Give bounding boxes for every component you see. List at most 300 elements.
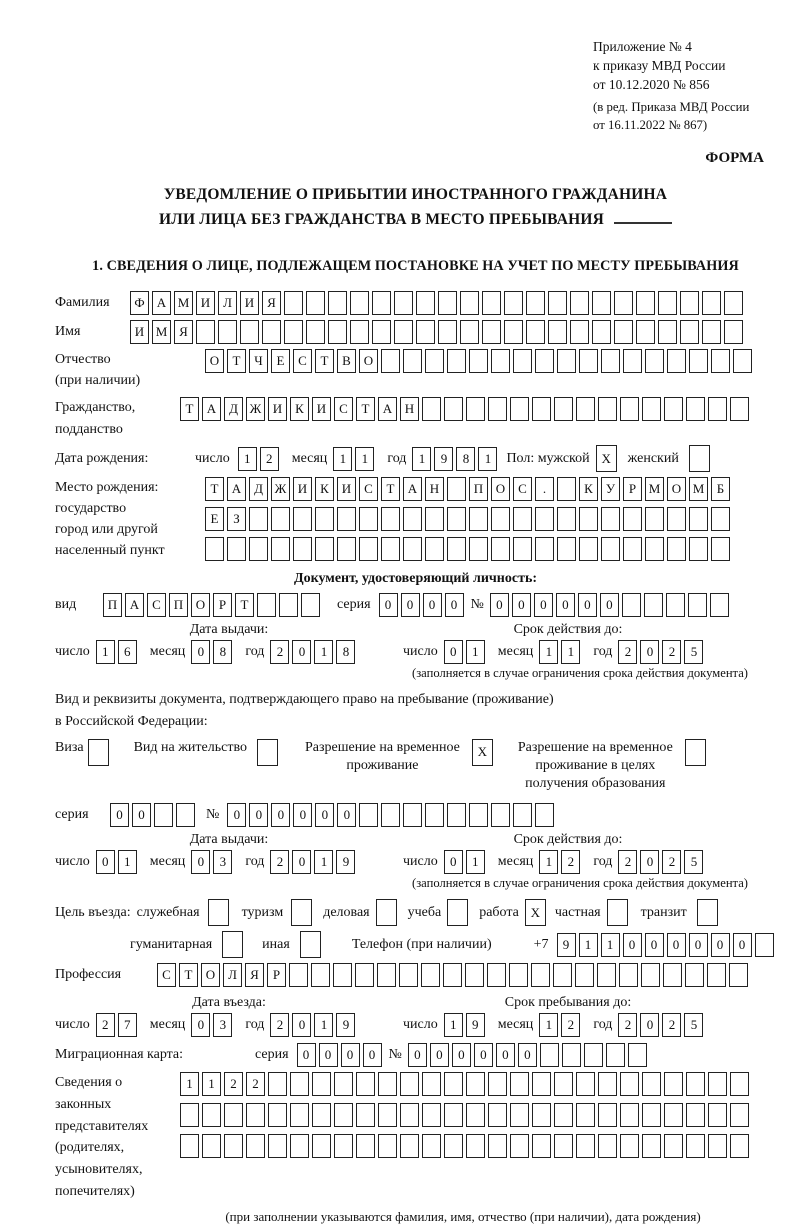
char-cell[interactable] [592, 320, 611, 344]
char-cell[interactable] [356, 1134, 375, 1158]
char-cell[interactable]: Д [224, 397, 243, 421]
char-cell[interactable] [685, 739, 706, 766]
char-cell[interactable]: У [601, 477, 620, 501]
char-cell[interactable]: Т [205, 477, 224, 501]
char-cell[interactable] [532, 1134, 551, 1158]
char-cell[interactable] [667, 507, 686, 531]
char-cell[interactable]: 0 [640, 850, 659, 874]
char-cell[interactable] [641, 963, 660, 987]
char-cell[interactable] [421, 963, 440, 987]
char-cell[interactable] [575, 963, 594, 987]
char-cell[interactable] [601, 537, 620, 561]
char-cell[interactable] [510, 1072, 529, 1096]
char-cell[interactable] [685, 963, 704, 987]
char-cell[interactable]: Т [227, 349, 246, 373]
char-cell[interactable] [381, 803, 400, 827]
char-cell[interactable] [509, 963, 528, 987]
char-cell[interactable] [554, 397, 573, 421]
char-cell[interactable] [601, 507, 620, 531]
char-cell[interactable] [315, 507, 334, 531]
char-cell[interactable]: 0 [733, 933, 752, 957]
char-cell[interactable] [196, 320, 215, 344]
char-cell[interactable]: Ж [271, 477, 290, 501]
char-cell[interactable]: 0 [474, 1043, 493, 1067]
char-cell[interactable] [359, 537, 378, 561]
char-cell[interactable]: 2 [561, 850, 580, 874]
char-cell[interactable] [658, 291, 677, 315]
char-cell[interactable] [730, 397, 749, 421]
char-cell[interactable]: 9 [336, 1013, 355, 1037]
char-cell[interactable]: 1 [579, 933, 598, 957]
char-cell[interactable] [315, 537, 334, 561]
char-cell[interactable] [447, 477, 466, 501]
char-cell[interactable]: 1 [412, 447, 431, 471]
char-cell[interactable]: Я [174, 320, 193, 344]
char-cell[interactable] [570, 291, 589, 315]
char-cell[interactable] [262, 320, 281, 344]
char-cell[interactable] [689, 537, 708, 561]
char-cell[interactable]: 0 [667, 933, 686, 957]
char-cell[interactable]: 0 [363, 1043, 382, 1067]
char-cell[interactable] [504, 320, 523, 344]
char-cell[interactable]: 0 [444, 850, 463, 874]
char-cell[interactable] [689, 445, 710, 472]
char-cell[interactable]: И [312, 397, 331, 421]
char-cell[interactable] [337, 507, 356, 531]
char-cell[interactable] [730, 1103, 749, 1127]
char-cell[interactable]: И [240, 291, 259, 315]
char-cell[interactable]: С [157, 963, 176, 987]
char-cell[interactable]: О [359, 349, 378, 373]
char-cell[interactable] [381, 537, 400, 561]
char-cell[interactable] [636, 291, 655, 315]
char-cell[interactable] [422, 1072, 441, 1096]
char-cell[interactable]: 0 [512, 593, 531, 617]
char-cell[interactable]: 0 [445, 593, 464, 617]
char-cell[interactable] [614, 320, 633, 344]
char-cell[interactable] [730, 1072, 749, 1096]
char-cell[interactable]: О [191, 593, 210, 617]
char-cell[interactable]: 0 [711, 933, 730, 957]
char-cell[interactable] [218, 320, 237, 344]
char-cell[interactable] [466, 1134, 485, 1158]
char-cell[interactable] [240, 320, 259, 344]
char-cell[interactable] [570, 320, 589, 344]
char-cell[interactable] [469, 803, 488, 827]
char-cell[interactable]: 0 [556, 593, 575, 617]
char-cell[interactable] [333, 963, 352, 987]
char-cell[interactable]: М [152, 320, 171, 344]
char-cell[interactable] [482, 291, 501, 315]
char-cell[interactable]: 2 [224, 1072, 243, 1096]
char-cell[interactable] [557, 349, 576, 373]
char-cell[interactable] [425, 803, 444, 827]
char-cell[interactable]: 0 [227, 803, 246, 827]
char-cell[interactable] [372, 291, 391, 315]
char-cell[interactable] [249, 507, 268, 531]
char-cell[interactable] [491, 349, 510, 373]
char-cell[interactable]: 2 [662, 640, 681, 664]
char-cell[interactable] [488, 1134, 507, 1158]
char-cell[interactable] [422, 1103, 441, 1127]
char-cell[interactable] [620, 1103, 639, 1127]
char-cell[interactable]: И [293, 477, 312, 501]
char-cell[interactable] [607, 899, 628, 926]
char-cell[interactable]: Ж [246, 397, 265, 421]
char-cell[interactable] [598, 397, 617, 421]
char-cell[interactable] [579, 507, 598, 531]
char-cell[interactable] [403, 537, 422, 561]
char-cell[interactable] [707, 963, 726, 987]
char-cell[interactable]: 0 [293, 803, 312, 827]
char-cell[interactable] [306, 291, 325, 315]
char-cell[interactable] [257, 593, 276, 617]
char-cell[interactable]: 1 [444, 1013, 463, 1037]
char-cell[interactable] [378, 1103, 397, 1127]
char-cell[interactable] [416, 291, 435, 315]
char-cell[interactable] [535, 537, 554, 561]
char-cell[interactable]: 2 [270, 850, 289, 874]
char-cell[interactable]: 0 [490, 593, 509, 617]
char-cell[interactable] [180, 1103, 199, 1127]
char-cell[interactable] [598, 1072, 617, 1096]
char-cell[interactable] [466, 397, 485, 421]
char-cell[interactable]: Р [623, 477, 642, 501]
char-cell[interactable] [642, 1072, 661, 1096]
char-cell[interactable] [554, 1103, 573, 1127]
char-cell[interactable]: А [125, 593, 144, 617]
char-cell[interactable] [642, 1103, 661, 1127]
char-cell[interactable] [642, 1134, 661, 1158]
char-cell[interactable] [394, 291, 413, 315]
char-cell[interactable] [562, 1043, 581, 1067]
char-cell[interactable]: Я [245, 963, 264, 987]
char-cell[interactable]: Я [262, 291, 281, 315]
char-cell[interactable] [466, 1103, 485, 1127]
char-cell[interactable]: Т [179, 963, 198, 987]
char-cell[interactable] [268, 1134, 287, 1158]
char-cell[interactable] [708, 1134, 727, 1158]
char-cell[interactable] [513, 537, 532, 561]
char-cell[interactable]: 1 [466, 850, 485, 874]
char-cell[interactable]: 0 [96, 850, 115, 874]
char-cell[interactable] [644, 593, 663, 617]
char-cell[interactable] [686, 397, 705, 421]
char-cell[interactable]: 2 [662, 850, 681, 874]
char-cell[interactable] [394, 320, 413, 344]
char-cell[interactable]: 5 [684, 640, 703, 664]
char-cell[interactable]: 3 [213, 850, 232, 874]
char-cell[interactable] [488, 1072, 507, 1096]
char-cell[interactable] [540, 1043, 559, 1067]
char-cell[interactable] [686, 1134, 705, 1158]
char-cell[interactable] [438, 291, 457, 315]
char-cell[interactable] [284, 320, 303, 344]
char-cell[interactable] [422, 1134, 441, 1158]
char-cell[interactable] [290, 1072, 309, 1096]
char-cell[interactable]: 0 [600, 593, 619, 617]
char-cell[interactable]: 0 [645, 933, 664, 957]
char-cell[interactable] [491, 507, 510, 531]
char-cell[interactable]: 1 [180, 1072, 199, 1096]
char-cell[interactable] [249, 537, 268, 561]
char-cell[interactable]: 1 [539, 850, 558, 874]
char-cell[interactable] [311, 963, 330, 987]
char-cell[interactable]: 1 [561, 640, 580, 664]
char-cell[interactable] [465, 963, 484, 987]
char-cell[interactable] [708, 1072, 727, 1096]
char-cell[interactable]: П [169, 593, 188, 617]
char-cell[interactable] [312, 1072, 331, 1096]
char-cell[interactable] [301, 593, 320, 617]
char-cell[interactable] [293, 537, 312, 561]
char-cell[interactable] [710, 593, 729, 617]
char-cell[interactable] [730, 1134, 749, 1158]
char-cell[interactable]: Л [218, 291, 237, 315]
char-cell[interactable] [279, 593, 298, 617]
char-cell[interactable]: 2 [618, 850, 637, 874]
char-cell[interactable] [447, 537, 466, 561]
char-cell[interactable]: П [103, 593, 122, 617]
char-cell[interactable]: О [201, 963, 220, 987]
char-cell[interactable]: X [472, 739, 493, 766]
char-cell[interactable] [531, 963, 550, 987]
char-cell[interactable]: 1 [118, 850, 137, 874]
char-cell[interactable] [548, 291, 567, 315]
char-cell[interactable]: С [147, 593, 166, 617]
char-cell[interactable] [444, 1134, 463, 1158]
char-cell[interactable] [400, 1103, 419, 1127]
char-cell[interactable]: 1 [96, 640, 115, 664]
char-cell[interactable] [664, 1103, 683, 1127]
char-cell[interactable] [614, 291, 633, 315]
char-cell[interactable]: 0 [191, 640, 210, 664]
char-cell[interactable]: Т [180, 397, 199, 421]
char-cell[interactable] [337, 537, 356, 561]
char-cell[interactable]: 9 [557, 933, 576, 957]
char-cell[interactable]: 0 [623, 933, 642, 957]
char-cell[interactable]: 1 [314, 640, 333, 664]
char-cell[interactable]: А [403, 477, 422, 501]
char-cell[interactable] [334, 1072, 353, 1096]
char-cell[interactable]: Е [205, 507, 224, 531]
char-cell[interactable]: Т [235, 593, 254, 617]
char-cell[interactable] [378, 1134, 397, 1158]
char-cell[interactable] [356, 1103, 375, 1127]
char-cell[interactable]: О [667, 477, 686, 501]
char-cell[interactable] [306, 320, 325, 344]
char-cell[interactable] [597, 963, 616, 987]
char-cell[interactable] [422, 397, 441, 421]
char-cell[interactable] [447, 803, 466, 827]
char-cell[interactable]: Ч [249, 349, 268, 373]
char-cell[interactable] [293, 507, 312, 531]
char-cell[interactable] [598, 1103, 617, 1127]
char-cell[interactable] [202, 1134, 221, 1158]
char-cell[interactable] [460, 320, 479, 344]
char-cell[interactable]: 0 [191, 1013, 210, 1037]
char-cell[interactable] [376, 899, 397, 926]
char-cell[interactable]: З [227, 507, 246, 531]
char-cell[interactable]: 0 [337, 803, 356, 827]
char-cell[interactable]: М [645, 477, 664, 501]
char-cell[interactable]: О [205, 349, 224, 373]
char-cell[interactable]: 0 [292, 1013, 311, 1037]
char-cell[interactable] [257, 739, 278, 766]
char-cell[interactable]: Р [267, 963, 286, 987]
char-cell[interactable] [711, 537, 730, 561]
char-cell[interactable]: 0 [292, 850, 311, 874]
char-cell[interactable] [403, 349, 422, 373]
char-cell[interactable]: 0 [341, 1043, 360, 1067]
char-cell[interactable]: X [525, 899, 546, 926]
char-cell[interactable] [623, 507, 642, 531]
char-cell[interactable]: 1 [355, 447, 374, 471]
char-cell[interactable]: 0 [191, 850, 210, 874]
char-cell[interactable] [469, 537, 488, 561]
char-cell[interactable] [598, 1134, 617, 1158]
char-cell[interactable]: 1 [314, 1013, 333, 1037]
char-cell[interactable] [491, 803, 510, 827]
char-cell[interactable]: 2 [662, 1013, 681, 1037]
char-cell[interactable]: 1 [333, 447, 352, 471]
char-cell[interactable] [688, 593, 707, 617]
char-cell[interactable] [180, 1134, 199, 1158]
char-cell[interactable] [487, 963, 506, 987]
char-cell[interactable]: 0 [430, 1043, 449, 1067]
char-cell[interactable] [689, 507, 708, 531]
char-cell[interactable]: 0 [640, 1013, 659, 1037]
char-cell[interactable]: 2 [618, 640, 637, 664]
char-cell[interactable]: Т [381, 477, 400, 501]
char-cell[interactable]: Т [315, 349, 334, 373]
char-cell[interactable] [755, 933, 774, 957]
char-cell[interactable] [425, 537, 444, 561]
char-cell[interactable] [378, 1072, 397, 1096]
char-cell[interactable]: 0 [518, 1043, 537, 1067]
char-cell[interactable] [680, 291, 699, 315]
char-cell[interactable] [667, 537, 686, 561]
char-cell[interactable]: 1 [202, 1072, 221, 1096]
char-cell[interactable] [224, 1134, 243, 1158]
char-cell[interactable] [271, 507, 290, 531]
char-cell[interactable] [356, 1072, 375, 1096]
char-cell[interactable] [444, 397, 463, 421]
char-cell[interactable] [222, 931, 243, 958]
char-cell[interactable] [686, 1072, 705, 1096]
char-cell[interactable]: 0 [578, 593, 597, 617]
char-cell[interactable]: 2 [260, 447, 279, 471]
char-cell[interactable] [702, 320, 721, 344]
char-cell[interactable]: 3 [213, 1013, 232, 1037]
char-cell[interactable] [268, 1103, 287, 1127]
char-cell[interactable] [381, 349, 400, 373]
char-cell[interactable]: 1 [601, 933, 620, 957]
char-cell[interactable] [645, 537, 664, 561]
char-cell[interactable]: А [378, 397, 397, 421]
char-cell[interactable] [355, 963, 374, 987]
char-cell[interactable] [328, 291, 347, 315]
char-cell[interactable]: В [337, 349, 356, 373]
char-cell[interactable]: 0 [444, 640, 463, 664]
char-cell[interactable] [513, 507, 532, 531]
char-cell[interactable] [532, 397, 551, 421]
char-cell[interactable]: 8 [336, 640, 355, 664]
char-cell[interactable]: 1 [478, 447, 497, 471]
char-cell[interactable] [664, 397, 683, 421]
char-cell[interactable] [271, 537, 290, 561]
char-cell[interactable] [403, 803, 422, 827]
char-cell[interactable] [460, 291, 479, 315]
char-cell[interactable]: 0 [271, 803, 290, 827]
char-cell[interactable]: Е [271, 349, 290, 373]
char-cell[interactable]: С [513, 477, 532, 501]
char-cell[interactable]: 0 [319, 1043, 338, 1067]
char-cell[interactable] [466, 1072, 485, 1096]
char-cell[interactable] [504, 291, 523, 315]
char-cell[interactable]: И [130, 320, 149, 344]
char-cell[interactable] [350, 291, 369, 315]
char-cell[interactable] [620, 1134, 639, 1158]
char-cell[interactable] [526, 291, 545, 315]
char-cell[interactable] [708, 1103, 727, 1127]
char-cell[interactable]: И [196, 291, 215, 315]
char-cell[interactable] [623, 537, 642, 561]
char-cell[interactable] [482, 320, 501, 344]
char-cell[interactable] [553, 963, 572, 987]
char-cell[interactable] [300, 931, 321, 958]
char-cell[interactable] [645, 507, 664, 531]
char-cell[interactable] [724, 320, 743, 344]
char-cell[interactable] [584, 1043, 603, 1067]
char-cell[interactable] [535, 803, 554, 827]
char-cell[interactable]: 0 [249, 803, 268, 827]
char-cell[interactable] [400, 1072, 419, 1096]
char-cell[interactable]: 0 [315, 803, 334, 827]
char-cell[interactable] [447, 349, 466, 373]
char-cell[interactable] [636, 320, 655, 344]
char-cell[interactable] [510, 1103, 529, 1127]
char-cell[interactable]: Н [400, 397, 419, 421]
char-cell[interactable] [208, 899, 229, 926]
char-cell[interactable]: П [469, 477, 488, 501]
char-cell[interactable] [620, 397, 639, 421]
char-cell[interactable] [312, 1134, 331, 1158]
char-cell[interactable] [686, 1103, 705, 1127]
char-cell[interactable] [557, 477, 576, 501]
char-cell[interactable] [711, 507, 730, 531]
char-cell[interactable]: 0 [408, 1043, 427, 1067]
char-cell[interactable] [400, 1134, 419, 1158]
char-cell[interactable] [663, 963, 682, 987]
char-cell[interactable]: 0 [401, 593, 420, 617]
char-cell[interactable]: 0 [452, 1043, 471, 1067]
char-cell[interactable]: 9 [434, 447, 453, 471]
char-cell[interactable] [416, 320, 435, 344]
char-cell[interactable] [377, 963, 396, 987]
char-cell[interactable]: А [227, 477, 246, 501]
char-cell[interactable] [224, 1103, 243, 1127]
char-cell[interactable]: 2 [270, 1013, 289, 1037]
char-cell[interactable] [359, 803, 378, 827]
char-cell[interactable]: К [290, 397, 309, 421]
char-cell[interactable]: 1 [539, 640, 558, 664]
char-cell[interactable] [689, 349, 708, 373]
char-cell[interactable]: 2 [561, 1013, 580, 1037]
char-cell[interactable]: 8 [213, 640, 232, 664]
char-cell[interactable] [729, 963, 748, 987]
char-cell[interactable] [579, 349, 598, 373]
